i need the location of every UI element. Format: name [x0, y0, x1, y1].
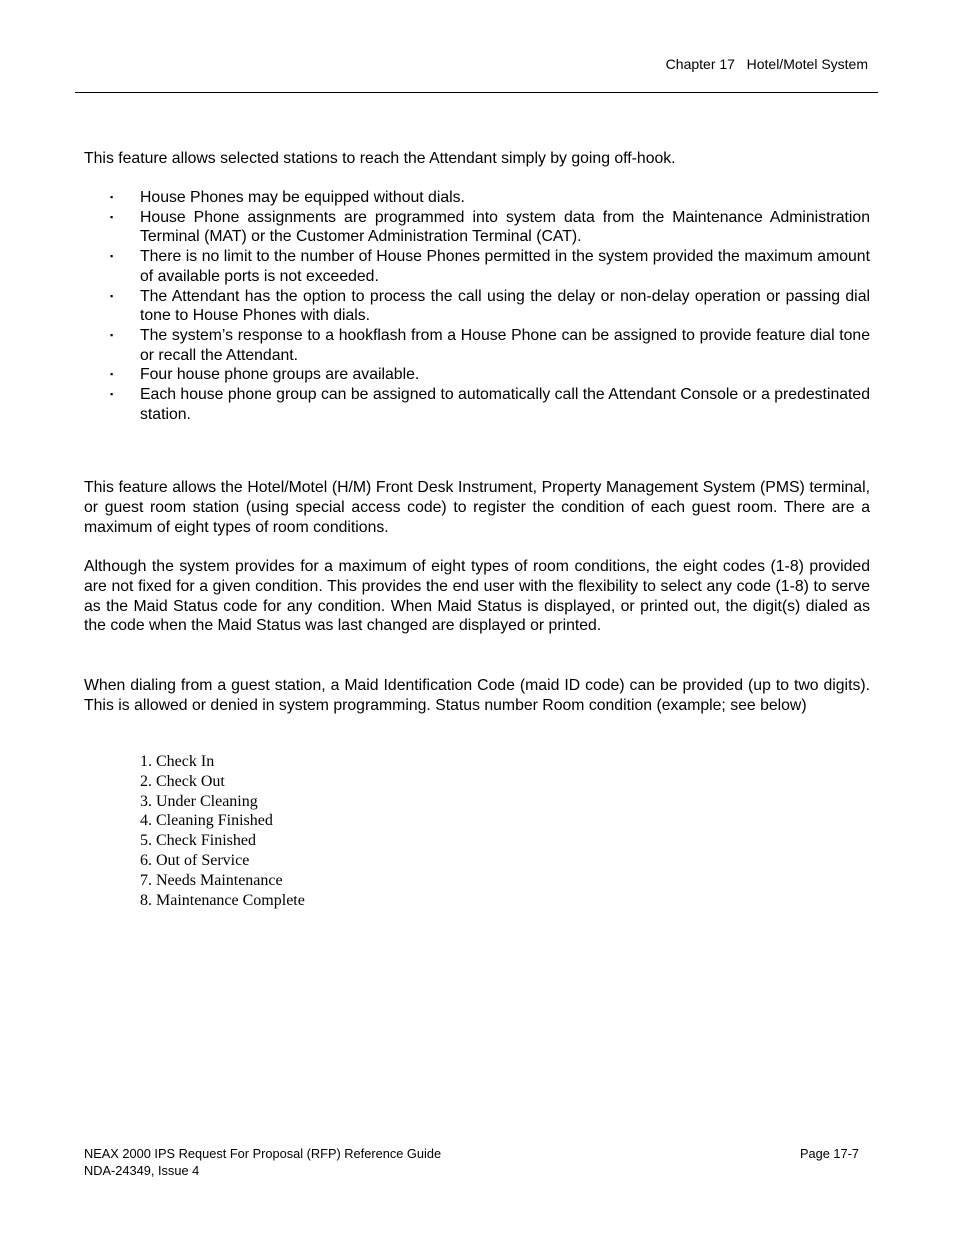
list-item: 8. Maintenance Complete [140, 891, 305, 909]
bullet-icon: ▪ [110, 211, 114, 222]
bullet-icon: ▪ [110, 389, 114, 400]
list-item: ▪ The system’s response to a hookflash from a House Phone can be assigned to provide feature dial tone or recall the Attendant. [110, 326, 870, 364]
maid-status-paragraph-3: When dialing from a guest station, a Maid Identification Code (maid ID code) can be provided (up to two digits). This is allowed or denied in system programming. Status number Room condition (example; see below) [84, 677, 870, 714]
house-phone-bullet-list [84, 188, 870, 424]
chapter-number: Chapter 17 [665, 56, 735, 72]
list-item: ▪ House Phone assignments are programmed into system data from the Maintenance Administration Terminal (MAT) or the Customer Administration Terminal (CAT). [110, 208, 870, 246]
list-item: ▪ Four house phone groups are available. [110, 366, 420, 384]
running-header [666, 56, 868, 72]
house-phone-intro: This feature allows selected stations to reach the Attendant simply by going off-hook. [84, 150, 676, 167]
list-item: 6. Out of Service [140, 851, 250, 869]
header-rule [75, 92, 878, 93]
footer-document-info [84, 1145, 441, 1179]
chapter-title: Hotel/Motel System [746, 56, 868, 72]
list-item: ▪ Each house phone group can be assigned to automatically call the Attendant Console or a predestinated station. [110, 386, 870, 423]
list-item: 5. Check Finished [140, 832, 256, 850]
list-item: 2. Check Out [140, 772, 225, 790]
bullet-icon: ▪ [110, 369, 114, 380]
list-item: 1. Check In [140, 753, 215, 770]
bullet-icon: ▪ [110, 329, 114, 340]
list-item: 7. Needs Maintenance [140, 871, 283, 889]
page-number: Page 17-7 [799, 1146, 859, 1161]
bullet-icon: ▪ [110, 251, 114, 262]
list-item: 4. Cleaning Finished [140, 812, 273, 830]
maid-status-paragraph-1: This feature allows the Hotel/Motel (H/M) Front Desk Instrument, Property Management System (PMS) terminal, or guest room station (using special access code) to register the condition of each guest room. There are a maximum of eight types of room conditions. [84, 479, 870, 536]
list-item: ▪ There is no limit to the number of House Phones permitted in the system provided the maximum amount of available ports is not exceeded. [110, 248, 870, 285]
footer-doc-title: NEAX 2000 IPS Request For Proposal (RFP) Reference Guide [84, 1146, 442, 1161]
bullet-icon: ▪ [110, 290, 114, 301]
list-item: ▪ House Phones may be equipped without dials. [110, 189, 465, 206]
list-item: 3. Under Cleaning [140, 792, 258, 810]
maid-status-paragraph-2: Although the system provides for a maximum of eight types of room conditions, the eight codes (1-8) provided are not fixed for a given condition. This provides the end user with the flexibility to select any code (1-8) to serve as the Maid Status code for any condition. When Maid Status is displayed, or printed out, the digit(s) dialed as the code when the Maid Status was last changed are displayed or printed. [84, 558, 870, 635]
list-item: ▪ The Attendant has the option to process the call using the delay or non-delay operation or passing dial tone to House Phones with dials. [110, 287, 870, 325]
footer-doc-id: NDA-24349, Issue 4 [84, 1163, 200, 1178]
room-condition-list [140, 752, 305, 910]
bullet-icon: ▪ [110, 192, 114, 202]
